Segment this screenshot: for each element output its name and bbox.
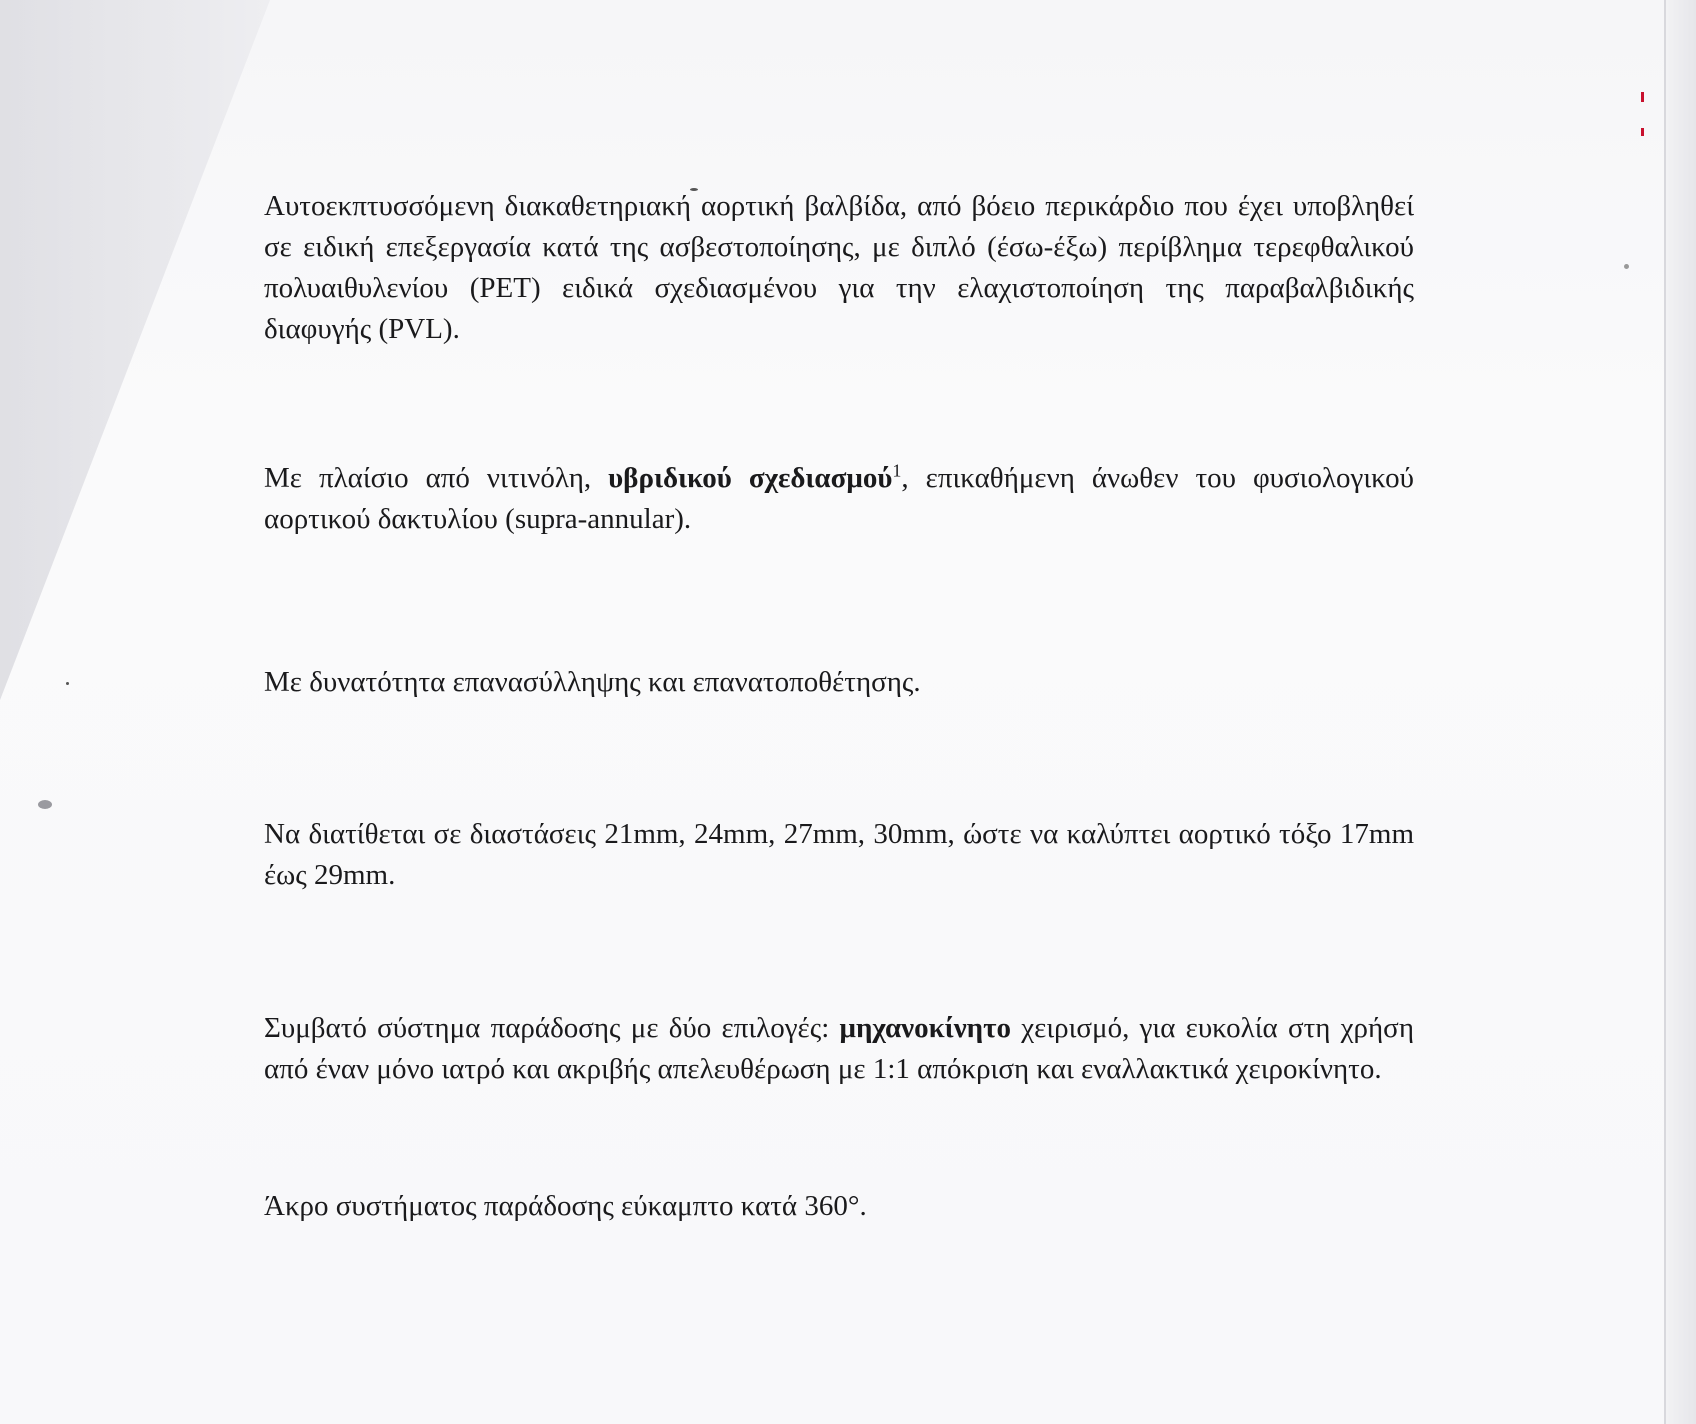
paragraph-sizes <box>264 814 1414 896</box>
bold-term-motorized: μηχανοκίνητο <box>839 1012 1012 1044</box>
scan-speck <box>66 682 69 685</box>
paragraph-frame-design <box>264 458 1414 540</box>
paragraph-flexible-tip <box>264 1186 1414 1227</box>
paragraph-recapture <box>264 662 1414 703</box>
paragraph-text-end: , επικαθήμενη άνωθεν του φυσιολογικού αορτικού δακτυλίου (supra-annular). <box>264 462 1414 535</box>
paragraph-valve-description <box>264 186 1414 350</box>
paragraph-text: Άκρο συστήματος παράδοσης εύκαμπτο κατά 360°. <box>264 1190 867 1222</box>
red-margin-mark <box>1641 92 1644 102</box>
bold-term-hybrid-design: υβριδικού σχεδιασμού <box>608 462 893 494</box>
paragraph-delivery-system <box>264 1008 1414 1090</box>
red-margin-mark <box>1641 128 1644 136</box>
page-right-edge-line <box>1664 0 1666 1424</box>
paragraph-text: Να διατίθεται σε διαστάσεις 21mm, 24mm, 27mm, 30mm, ώστε να καλύπτει αορτικό τόξο 17mm έως 29mm. <box>264 818 1414 891</box>
page-right-edge <box>1666 0 1696 1424</box>
footnote-marker: 1 <box>892 460 902 481</box>
paragraph-text-start: Με πλαίσιο από νιτινόλη, <box>264 462 609 494</box>
scan-speck <box>1624 264 1629 269</box>
paragraph-text-end: χειρισμό, για ευκολία στη χρήση από έναν μόνο ιατρό και ακριβής απελευθέρωση με 1:1 απόκριση και εναλλακτικά χειροκίνητο. <box>264 1012 1414 1085</box>
paragraph-text-start: Συμβατό σύστημα παράδοσης με δύο επιλογές: <box>264 1012 840 1044</box>
paragraph-text: Με δυνατότητα επανασύλληψης και επανατοποθέτησης. <box>264 666 921 698</box>
paragraph-text: Αυτοεκπτυσσόμενη διακαθετηριακή αορτική βαλβίδα, από βόειο περικάρδιο που έχει υποβληθεί σε ειδική επεξεργασία κατά της ασβεστοποίησης, με διπλό (έσω-έξω) περίβλημα τερεφθαλικού πολυαιθυλενίου (PET) ειδικά σχεδιασμένου για την ελαχιστοποίηση της παραβαλβιδικής διαφυγής (PVL). <box>264 190 1414 345</box>
scan-speck <box>38 800 52 809</box>
